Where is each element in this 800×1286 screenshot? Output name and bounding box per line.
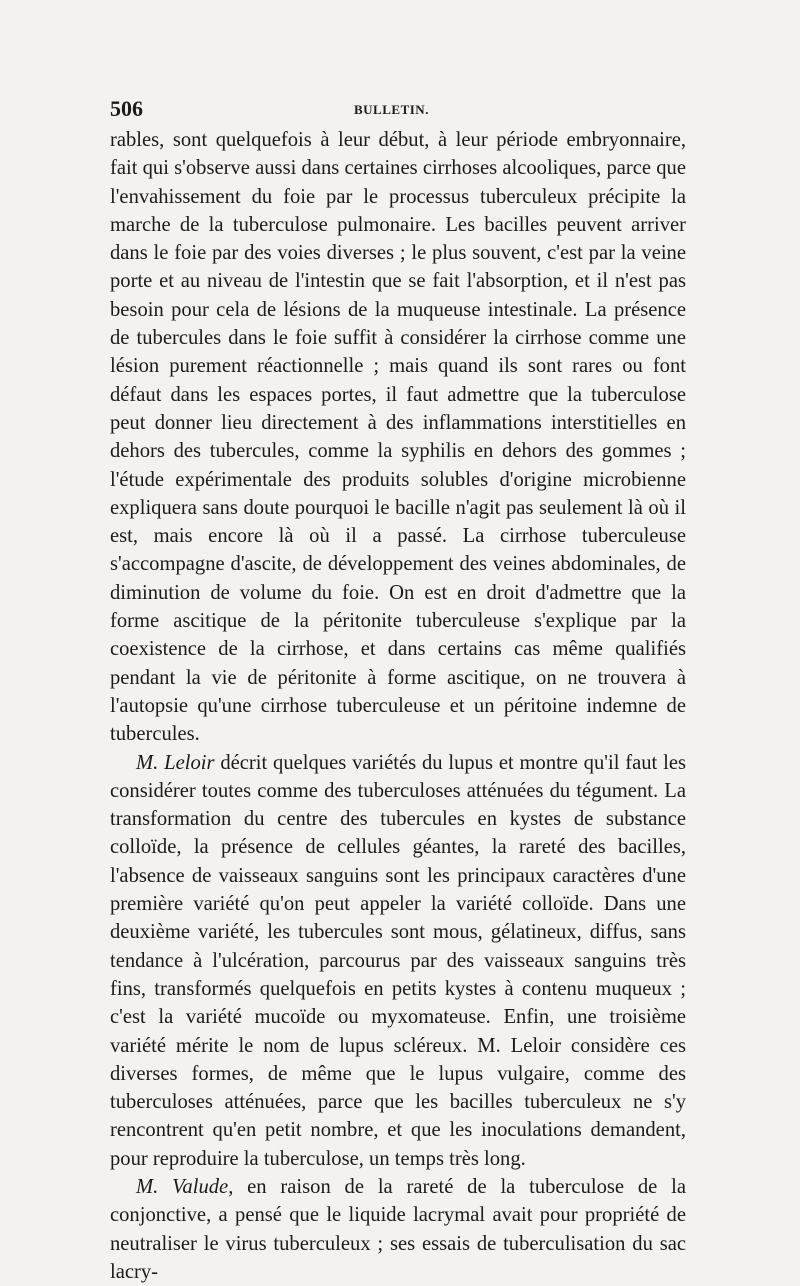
speaker-prefix: M. [136, 751, 165, 774]
page-header [110, 96, 686, 126]
paragraph-cirrhose [110, 126, 686, 749]
paragraph-leloir [110, 749, 686, 1173]
paragraph-text: , en raison de la rareté de la tuberculose de la conjonctive, a pensé que le liquide lacrymal avait pour propriété de neutraliser le virus tuberculeux ; ses essais de tuberculisation du sac lacry- [110, 1175, 686, 1283]
paragraph-text: décrit quelques variétés du lupus et montre qu'il faut les considérer toutes comme des tuberculoses atténuées du tégument. La transformation du centre des tubercules en kystes de substance colloïde, la présence de cellules géantes, la rareté des bacilles, l'absence de vaisseaux sanguins sont les principaux caractères d'une première variété qu'on peut appeler la variété colloïde. Dans une deuxième variété, les tubercules sont mous, gélatineux, diffus, sans tendance à l'ulcération, parcourus par des vaisseaux sanguins très fins, transformés quelquefois en petits kystes à contenu muqueux ; c'est la variété mucoïde ou myxomateuse. Enfin, une troisième variété mérite le nom de lupus scléreux. M. Leloir considère ces diverses formes, de même que le lupus vulgaire, comme des tuberculoses atténuées, parce que les bacilles tuberculeux ne s'y rencontrent qu'en petit nombre, et que les inoculations demandent, pour reproduire la tuberculose, un temps très long. [110, 751, 686, 1170]
body-text [110, 126, 686, 1286]
speaker-name: Valude [172, 1175, 229, 1198]
paragraph-text: rables, sont quelquefois à leur début, à leur période embryonnaire, fait qui s'observe aussi dans certaines cirrhoses alcooliques, parce que l'envahissement du foie par le processus tuberculeux précipite la marche de la tuberculose pulmonaire. Les bacilles peuvent arriver dans le foie par des voies diverses ; le plus souvent, c'est par la veine porte et au niveau de l'intestin que se fait l'absorption, et il n'est pas besoin pour cela de lésions de la muqueuse intestinale. La présence de tubercules dans le foie suffit à considérer la cirrhose comme une lésion purement réactionnelle ; mais quand ils sont rares ou font défaut dans les espaces portes, il faut admettre que la tuberculose peut donner lieu directement à des inflammations interstitielles en dehors des tubercules, comme la syphilis en dehors des gommes ; l'étude expérimentale des produits solubles d'origine microbienne expliquera sans doute pourquoi le bacille n'agit pas seulement là où il est, mais encore là où il a passé. La cirrhose tuberculeuse s'accompagne d'ascite, de développement des veines abdominales, de diminution de volume du foie. On est en droit d'admettre que la forme ascitique de la péritonite tuberculeuse s'explique par la coexistence de la cirrhose, et dans certains cas même qualifiés pendant la vie de péritonite à forme ascitique, on ne trouvera à l'autopsie qu'une cirrhose tuberculeuse et un péritoine indemne de tubercules. [110, 129, 686, 746]
book-page [110, 96, 686, 1286]
speaker-prefix: M. [136, 1175, 173, 1198]
speaker-name: Leloir [164, 751, 215, 774]
running-head: BULLETIN. [354, 102, 429, 117]
paragraph-valude [110, 1173, 686, 1286]
page-number: 506 [110, 96, 143, 121]
